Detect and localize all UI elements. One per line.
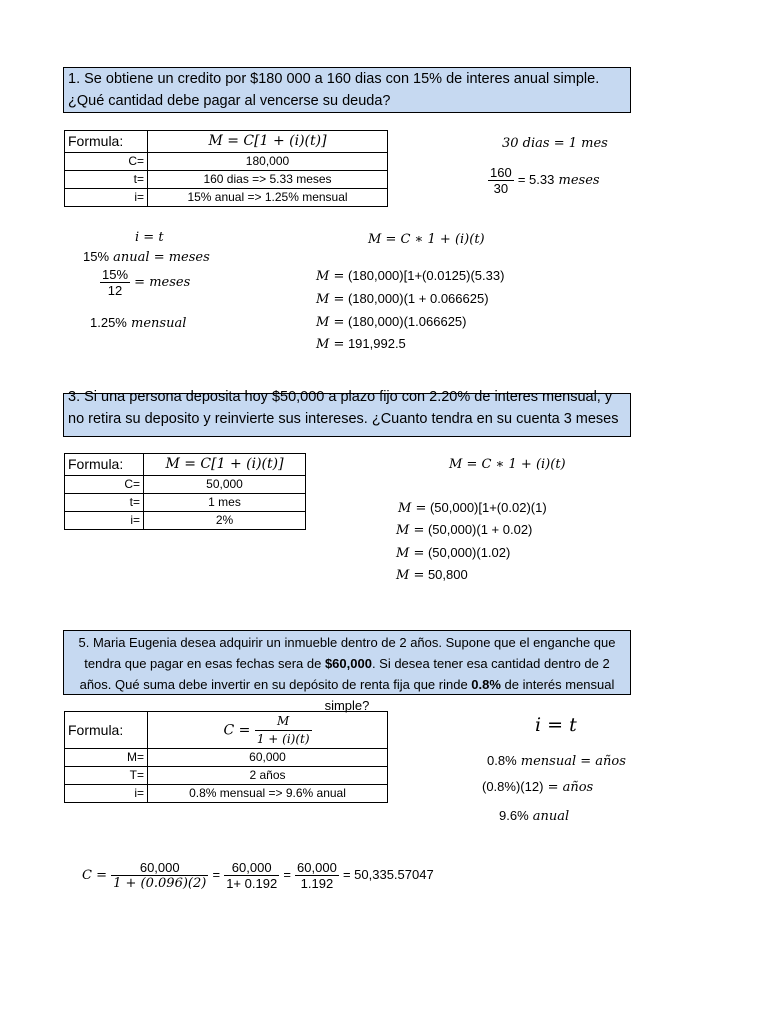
formula-lhs: C =: [223, 722, 251, 738]
rate-fraction: [100, 267, 190, 298]
row-value: 50,000: [144, 476, 306, 494]
p1-step: M = (180,000)[1+(0.0125)(5.33): [316, 268, 505, 284]
row-label: t=: [65, 494, 144, 512]
row-value: 60,000: [148, 749, 388, 767]
p5-annual-pct: 9.6%: [499, 808, 529, 823]
row-value: 2 años: [148, 767, 388, 785]
annual-line: [83, 249, 210, 265]
problem-3-question: [63, 389, 631, 437]
p1-formula-head: M = C ∗ 1 + (i)(t): [368, 232, 485, 247]
p5-monthly-line: [487, 753, 626, 769]
frac-num: 60,000: [297, 860, 337, 875]
monthly-text: mensual: [131, 316, 187, 331]
days-month-eq: 30 dias = 1 mes: [502, 136, 608, 151]
row-value: 160 dias => 5.33 meses: [148, 171, 388, 189]
formula: [148, 712, 388, 749]
row-label: i=: [65, 189, 148, 207]
problem-5-question: [63, 630, 631, 713]
row-label: C=: [65, 476, 144, 494]
frac-num: 15%: [102, 267, 129, 282]
problem-1-question: 1. Se obtiene un credito por $180 000 a 160 dias con 15% de interes anual simple. ¿Qué cantidad debe pagar al vencerse su deuda?: [63, 67, 631, 113]
p3-formula-head: M = C ∗ 1 + (i)(t): [449, 457, 566, 472]
frac-den: 30: [493, 181, 509, 196]
row-label: t=: [65, 171, 148, 189]
q5-text: 5. Maria Eugenia desea adquirir un inmueble dentro de 2 años. Supone que el enganche que tendra que pagar en esas fechas sera de: [78, 635, 616, 671]
row-value: 180,000: [148, 153, 388, 171]
frac-result: = 5.33: [517, 172, 555, 187]
formula: M = C[1 + (i)(t)]: [148, 131, 388, 153]
p5-i-equals-t: i = t: [535, 714, 577, 736]
p5-annual-text: anual: [532, 809, 570, 824]
p5-final-equation: [82, 860, 434, 891]
final-lhs: C =: [82, 868, 107, 883]
formula: M = C[1 + (i)(t)]: [144, 454, 306, 476]
frac-num: 60,000: [111, 860, 208, 876]
p1-result: M = 191,992.5: [316, 336, 406, 352]
frac-unit: meses: [558, 173, 600, 188]
i-equals-t: i = t: [135, 230, 164, 245]
final-result: = 50,335.57047: [342, 867, 434, 882]
frac-text: = meses: [134, 275, 191, 290]
frac-den: 1.192: [300, 876, 334, 891]
p3-step: M = (50,000)(1 + 0.02): [396, 522, 533, 538]
row-value: 2%: [144, 512, 306, 530]
formula-label: Formula:: [65, 131, 148, 153]
row-label: i=: [65, 785, 148, 803]
frac-den: 1 + (0.096)(2): [113, 876, 207, 891]
row-value: 0.8% mensual => 9.6% anual: [148, 785, 388, 803]
frac-num: 160: [490, 165, 512, 180]
row-value: 15% anual => 1.25% mensual: [148, 189, 388, 207]
days-fraction: [488, 165, 600, 196]
annual-pct: 15%: [83, 249, 110, 264]
equals: =: [283, 867, 291, 882]
p5-times-line: [482, 779, 593, 795]
p5-times-text: = años: [547, 780, 594, 795]
p3-result: M = 50,800: [396, 567, 468, 583]
monthly-pct: 1.25%: [90, 315, 127, 330]
row-value: 1 mes: [144, 494, 306, 512]
row-label: T=: [65, 767, 148, 785]
problem-3-text: 3. Si una persona deposita hoy $50,000 a plazo fijo con 2.20% de interes mensual, y no retira su deposito y reinvierte sus intereses. ¿Cuanto tendra en su cuenta 3 meses: [68, 389, 619, 427]
row-label: M=: [65, 749, 148, 767]
q5-rate: 0.8%: [471, 677, 501, 692]
row-label: i=: [65, 512, 144, 530]
frac-den: 12: [107, 283, 123, 298]
problem-5-table: [64, 711, 388, 803]
formula-label: Formula:: [65, 454, 144, 476]
monthly-line: [90, 315, 186, 331]
q5-text: . Si desea tener esa cantidad dentro de 2 años. Qué suma debe invertir en su depósito de renta fija que rinde: [79, 656, 610, 692]
frac-den: 1+ 0.192: [226, 876, 278, 891]
p1-step: M = (180,000)(1 + 0.066625): [316, 291, 489, 307]
p1-step: M = (180,000)(1.066625): [316, 314, 467, 330]
formula-den: 1 + (i)(t): [256, 731, 310, 746]
p5-monthly-pct: 0.8%: [487, 753, 517, 768]
p5-annual-line: [499, 808, 569, 824]
formula-label: Formula:: [65, 712, 148, 749]
q5-amount: $60,000: [324, 656, 372, 671]
row-label: C=: [65, 153, 148, 171]
q5-text: de interés mensual simple?: [324, 677, 615, 713]
problem-3-table: [64, 453, 306, 530]
frac-num: 60,000: [224, 860, 279, 876]
p3-step: M = (50,000)[1+(0.02)(1): [398, 500, 547, 516]
equals: =: [212, 867, 221, 882]
annual-text: anual = meses: [113, 250, 210, 265]
formula-num: M: [255, 713, 312, 731]
problem-1-table: [64, 130, 388, 207]
p3-step: M = (50,000)(1.02): [396, 545, 511, 561]
p5-times-num: (0.8%)(12): [482, 779, 544, 794]
p5-monthly-text: mensual = años: [520, 754, 626, 769]
